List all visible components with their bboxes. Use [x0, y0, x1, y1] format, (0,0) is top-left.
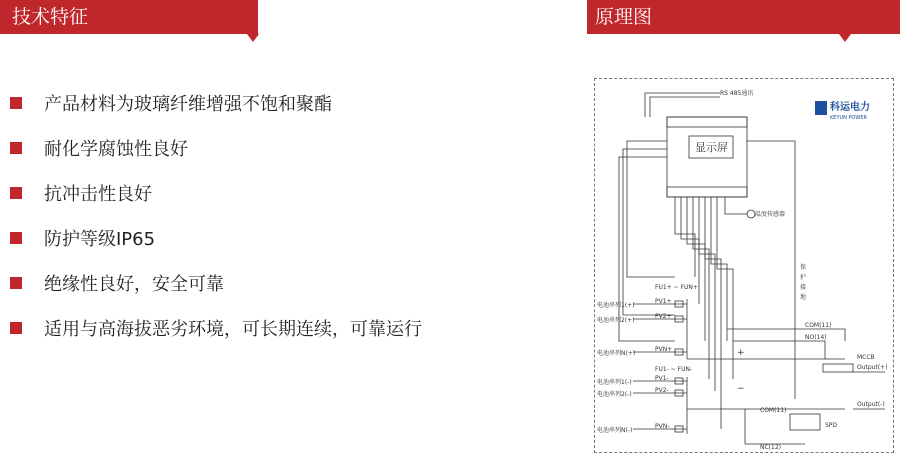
bullet-square-icon	[10, 277, 22, 289]
ground-label-char: 接	[800, 284, 807, 291]
features-title: 技术特征	[12, 6, 89, 28]
feature-item	[10, 80, 422, 125]
ground-label-char: 护	[800, 274, 807, 281]
bullet-square-icon	[10, 322, 22, 334]
string-label: 电池串列2(-)	[597, 391, 632, 398]
rs485-wire	[645, 93, 720, 117]
feature-item	[10, 305, 422, 350]
header-notch-right	[839, 34, 851, 42]
fu-positive-label: FU1+ ~ FUN+	[655, 284, 698, 291]
nc12-label: NC(12)	[760, 444, 781, 451]
bullet-square-icon	[10, 187, 22, 199]
output-positive-label: Output(+)	[857, 364, 888, 371]
pv-label: PV2-	[655, 387, 669, 394]
pv-label: PV2+	[655, 313, 672, 320]
output-negative-label: Output(-)	[857, 401, 885, 408]
monitor-module-box	[667, 117, 747, 197]
header-notch-left	[247, 34, 259, 42]
no14-label: NO(14)	[805, 334, 827, 341]
mccb-box	[823, 364, 853, 372]
com11-label-2: COM(11)	[760, 407, 787, 414]
feature-item	[10, 170, 422, 215]
string-label: 电池串列1(+)	[597, 302, 635, 309]
pv-label: PVN-	[655, 423, 670, 430]
plus-sign: +	[737, 348, 745, 358]
spd-box	[790, 414, 820, 430]
keyun-logo-icon	[815, 101, 827, 115]
rs485-label: RS 485通讯	[720, 90, 754, 97]
minus-sign: −	[737, 384, 745, 394]
feature-item	[10, 260, 422, 305]
feature-text: 绝缘性良好，安全可靠	[44, 273, 224, 295]
feature-text: 产品材料为玻璃纤维增强不饱和聚酯	[44, 93, 332, 115]
mccb-label: MCCB	[857, 354, 875, 361]
feature-text: 抗冲击性良好	[44, 183, 152, 205]
temp-sensor-label: 温度传感器	[755, 211, 786, 218]
rs485-wire	[650, 97, 720, 117]
fu-negative-label: FU1- ~ FUN-	[655, 366, 693, 373]
bullet-square-icon	[10, 97, 22, 109]
ground-label-char: 地	[800, 294, 807, 301]
spd-label: SPD	[825, 422, 838, 429]
schematic-diagram-frame	[594, 78, 894, 453]
brand-cn-text: 科运电力	[830, 102, 870, 113]
string-label: 电池串列1(-)	[597, 379, 632, 386]
brand-en-text: KEYUN POWER	[830, 115, 868, 121]
com11-label: COM(11)	[805, 322, 832, 329]
bullet-square-icon	[10, 142, 22, 154]
string-label: 电池串列N(-)	[597, 427, 633, 434]
feature-text: 适用与高海拔恶劣环境，可长期连续，可靠运行	[44, 318, 422, 340]
bullet-square-icon	[10, 232, 22, 244]
pv-label: PV1+	[655, 298, 672, 305]
pv-label: PV1-	[655, 375, 669, 382]
feature-text: 耐化学腐蚀性良好	[44, 138, 188, 160]
string-label: 电池串列2(+)	[597, 317, 635, 324]
feature-text: 防护等级IP65	[44, 228, 156, 250]
schematic-svg	[595, 79, 893, 452]
section-header-features	[0, 0, 258, 34]
feature-item	[10, 125, 422, 170]
display-label: 显示屏	[695, 141, 728, 154]
pv-label: PVN+	[655, 346, 673, 353]
schematic-title: 原理图	[595, 6, 653, 28]
feature-item	[10, 215, 422, 260]
ground-label-char: 保	[800, 264, 807, 271]
section-header-schematic	[587, 0, 900, 34]
string-label: 电池串列N(+)	[597, 350, 636, 357]
keyun-logo	[815, 100, 870, 121]
feature-list	[10, 80, 422, 350]
